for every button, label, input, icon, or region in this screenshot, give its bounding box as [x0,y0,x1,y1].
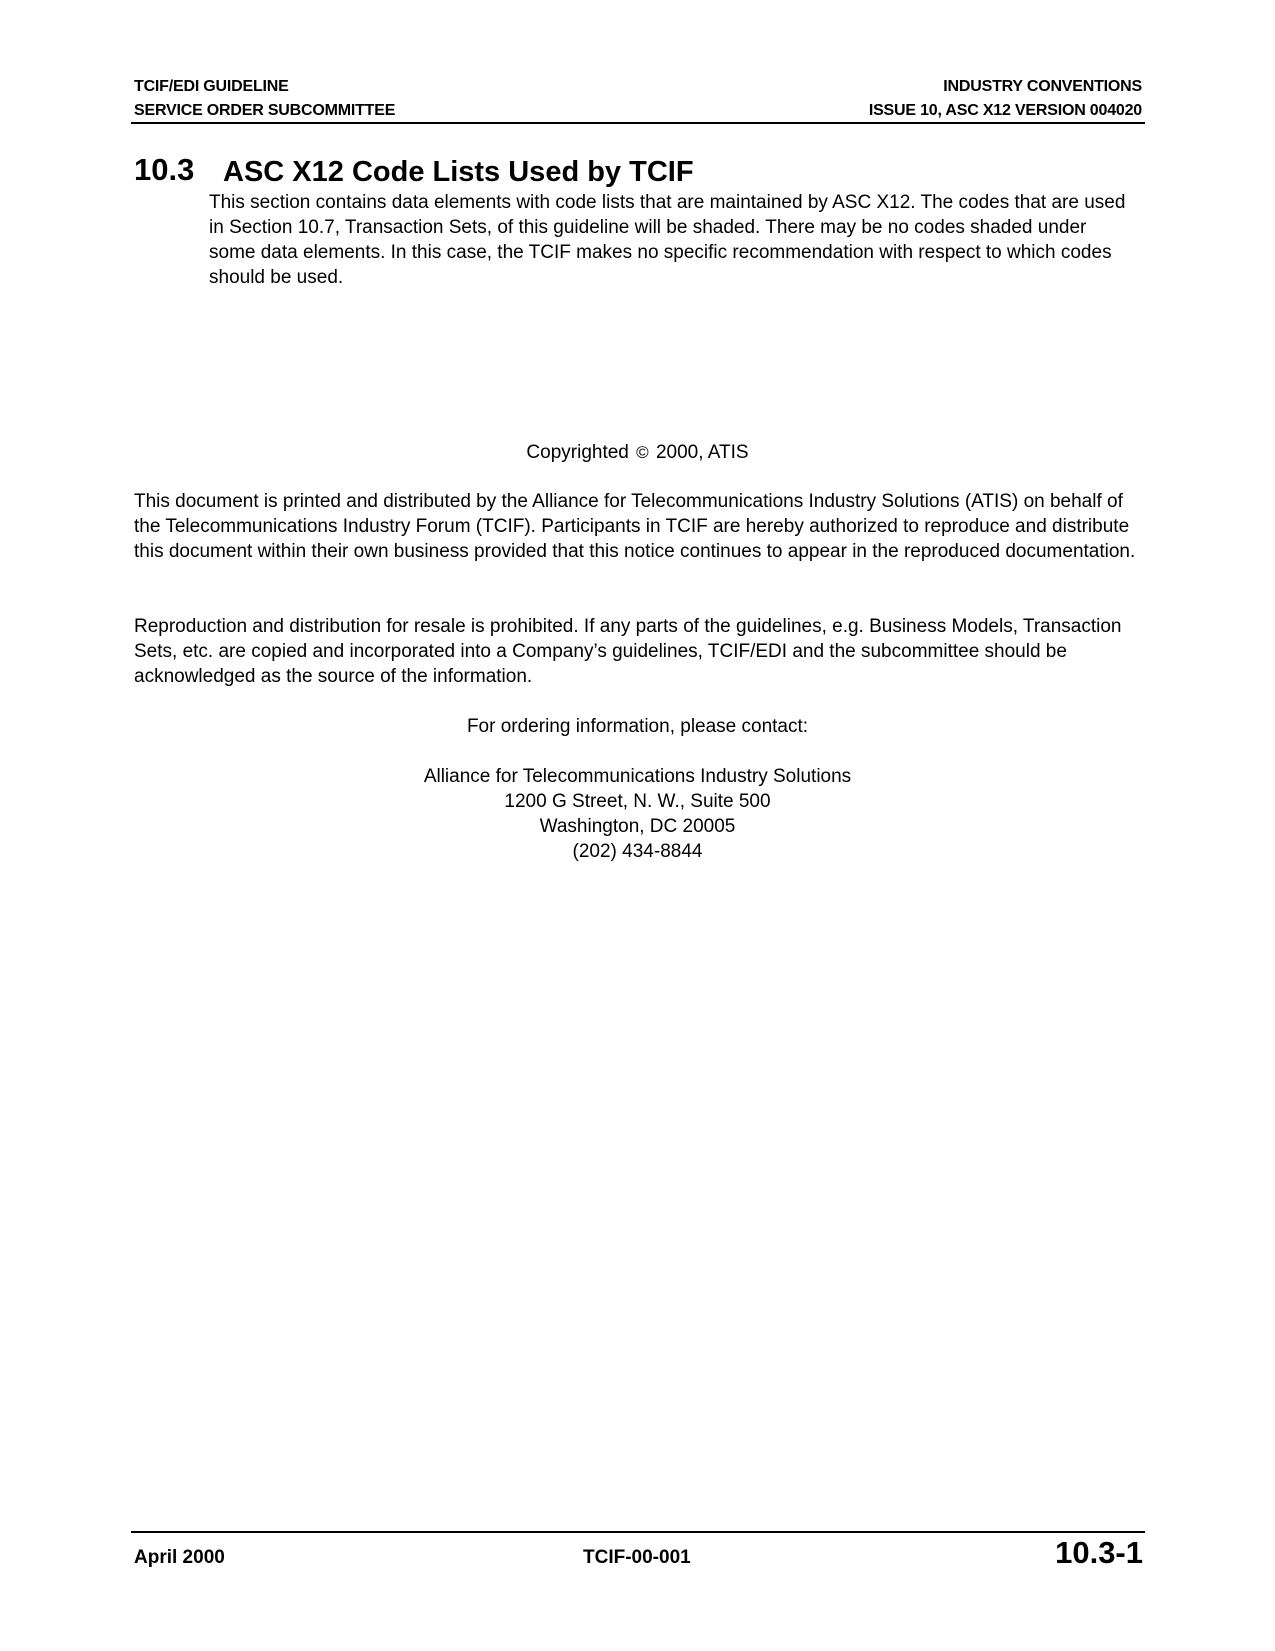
header-left [134,75,395,123]
copyright-suffix: 2000, ATIS [655,442,749,463]
footer-page-number: 10.3-1 [1055,1535,1143,1570]
notice-paragraph-1: This document is printed and distributed by the Alliance for Telecommunications Industry Solutions (ATIS) on behalf of the Telecommunications Industry Forum (TCIF). Participants in TCIF are hereby authorized to reproduce and distribute this document within their own business provided that this notice continues to appear in the reproduced documentation. [134,491,1136,562]
header-conventions: INDUSTRY CONVENTIONS [943,78,1142,95]
header-issue: ISSUE 10, ASC X12 VERSION 004020 [868,102,1142,119]
notice-paragraph-2: Reproduction and distribution for resale is prohibited. If any parts of the guidelines, e.g. Business Models, Transaction Sets, etc. are copied and incorporated into a Company’s guidelines, TCIF/EDI and the subcommittee should be acknowledged as the source of the information. [134,616,1122,687]
copyright-prefix: Copyrighted [526,442,629,463]
footer-doc-id: TCIF-00-001 [583,1547,691,1568]
header-rule [131,122,1145,124]
header-right [869,75,1142,123]
section-title: ASC X12 Code Lists Used by TCIF [223,156,694,188]
section-intro: This section contains data elements with code lists that are maintained by ASC X12. The codes that are used in Section 10.7, Transaction Sets, of this guideline will be shaded. There may be no codes shaded under some data elements. In this case, the TCIF makes no specific recommendation with respect to which codes should be used. [209,192,1126,288]
contact-org: Alliance for Telecommunications Industry Solutions [423,766,852,787]
contact-phone: (202) 434-8844 [572,841,703,862]
header-guideline: TCIF/EDI GUIDELINE [134,78,289,95]
footer-rule [131,1531,1145,1533]
copyright-symbol: © [636,443,649,462]
header-subcommittee: SERVICE ORDER SUBCOMMITTEE [134,102,396,119]
footer-date: April 2000 [134,1547,225,1568]
contact-city: Washington, DC 20005 [539,816,736,837]
contact-address [0,764,1275,864]
section-number: 10.3 [134,152,195,187]
contact-street: 1200 G Street, N. W., Suite 500 [504,791,771,812]
ordering-prompt: For ordering information, please contact: [466,716,809,737]
copyright-line [0,440,1275,465]
